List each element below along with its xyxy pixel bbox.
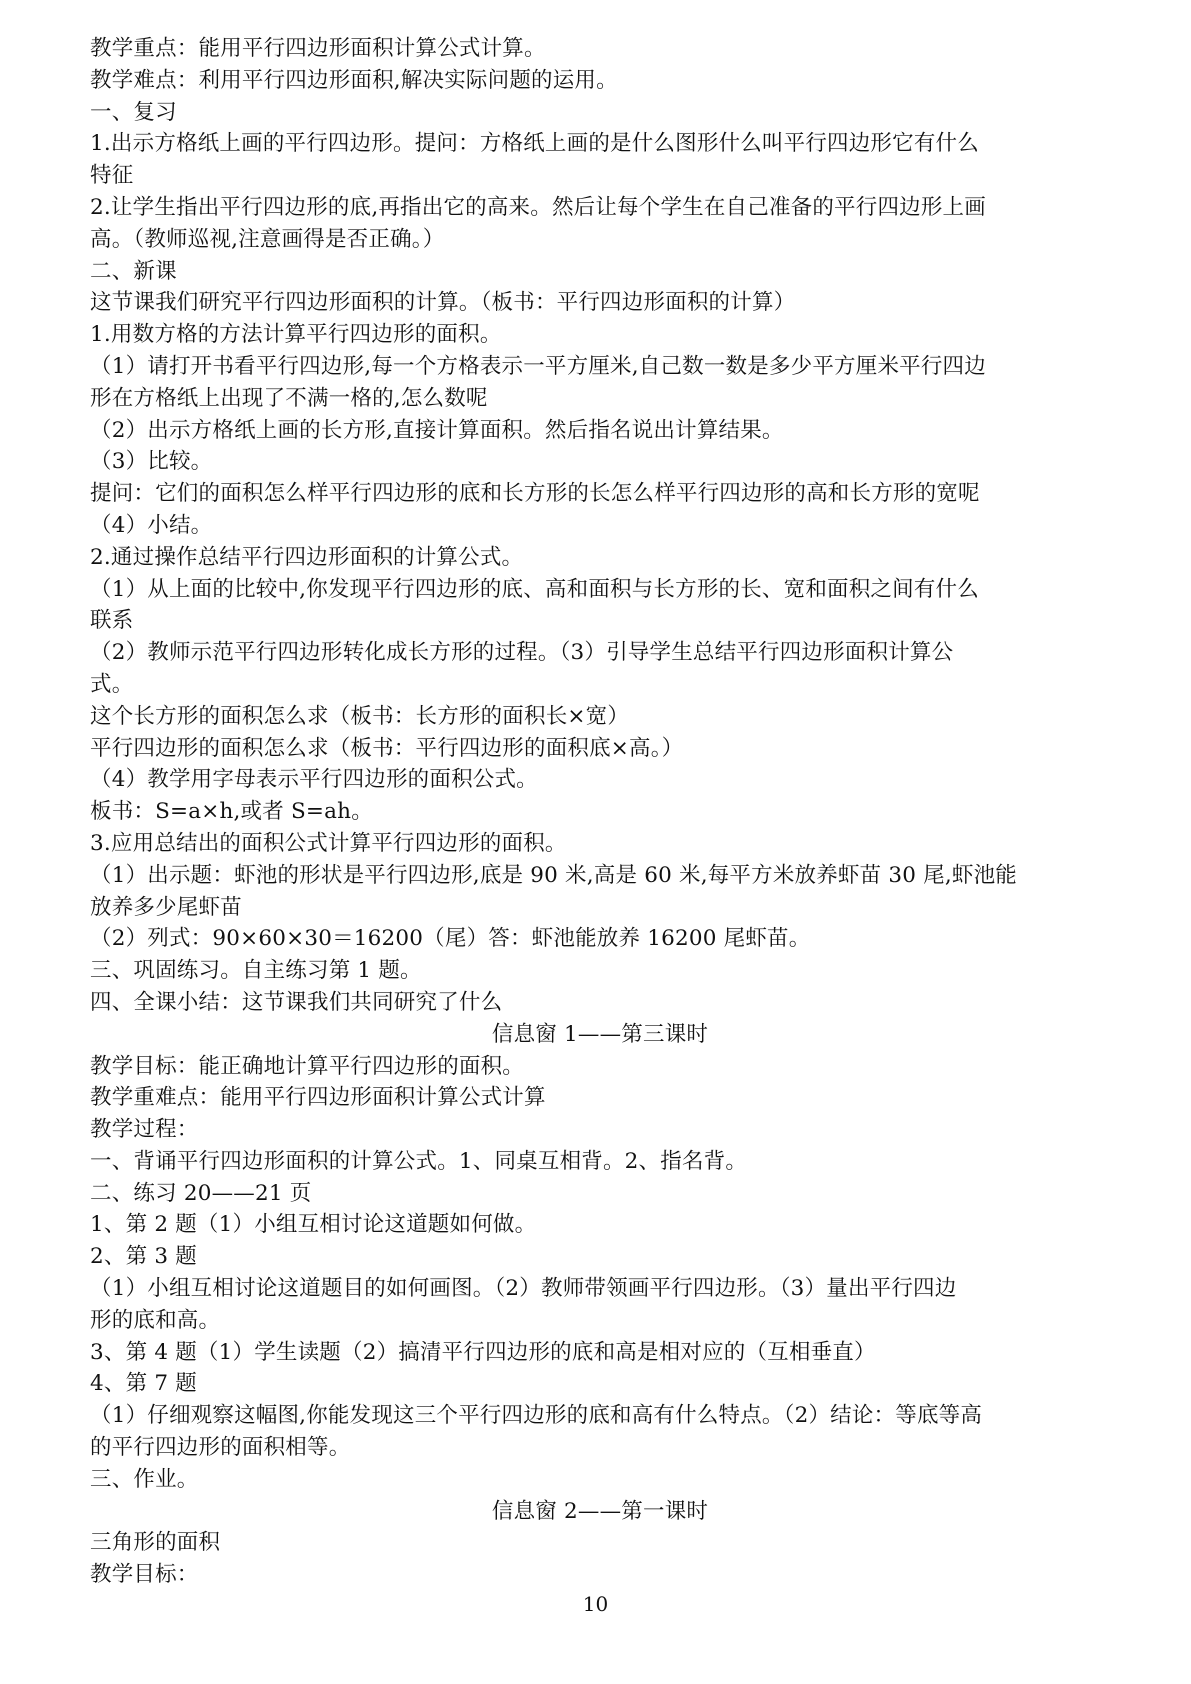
text-line: 式。 — [90, 671, 134, 697]
text-line: 3、第 4 题（1）学生读题（2）搞清平行四边形的底和高是相对应的（互相垂直） — [90, 1339, 876, 1365]
text-line: 三、巩固练习。自主练习第 1 题。 — [90, 958, 422, 984]
text-line: 平行四边形的面积怎么求（板书：平行四边形的面积底×高。） — [90, 735, 684, 761]
text-line: （1）出示题：虾池的形状是平行四边形,底是 90 米,高是 60 米,每平方米放养虾苗 30 尾,虾池能 — [90, 862, 1017, 888]
text-line: 教学过程： — [90, 1117, 199, 1143]
text-line: 4、第 7 题 — [90, 1371, 197, 1397]
text-line: 3.应用总结出的面积公式计算平行四边形的面积。 — [90, 830, 567, 856]
text-line: 三角形的面积 — [90, 1530, 221, 1556]
text-line: （1）请打开书看平行四边形,每一个方格表示一平方厘米,自己数一数是多少平方厘米平行四边 — [90, 353, 986, 379]
text-line: 形在方格纸上出现了不满一格的,怎么数呢 — [90, 385, 488, 411]
text-line: 教学目标：能正确地计算平行四边形的面积。 — [90, 1053, 525, 1079]
section-heading: 信息窗 2——第一课时 — [491, 1498, 709, 1524]
text-line: 的平行四边形的面积相等。 — [90, 1435, 351, 1461]
text-line: 这节课我们研究平行四边形面积的计算。（板书：平行四边形面积的计算） — [90, 290, 796, 316]
text-line: 教学重点：能用平行四边形面积计算公式计算。 — [90, 36, 546, 61]
text-line: 1、第 2 题（1）小组互相讨论这道题如何做。 — [90, 1212, 537, 1238]
text-line: 放养多少尾虾苗 — [90, 894, 242, 920]
text-line: 1.出示方格纸上画的平行四边形。提问：方格纸上画的是什么图形什么叫平行四边形它有什么 — [90, 131, 979, 157]
document-page — [90, 33, 1110, 1591]
text-line: 教学目标： — [90, 1562, 199, 1588]
text-line: 二、新课 — [90, 258, 177, 284]
text-line: 四、全课小结：这节课我们共同研究了什么 — [90, 989, 503, 1015]
text-line: 教学重难点：能用平行四边形面积计算公式计算 — [90, 1085, 546, 1111]
text-line: （1）从上面的比较中,你发现平行四边形的底、高和面积与长方形的长、宽和面积之间有什么 — [90, 576, 979, 602]
text-line: （3）比较。 — [90, 449, 213, 475]
text-line: 2.让学生指出平行四边形的底,再指出它的高来。然后让每个学生在自己准备的平行四边形上画 — [90, 194, 986, 220]
text-line: 提问：它们的面积怎么样平行四边形的底和长方形的长怎么样平行四边形的高和长方形的宽呢 — [90, 481, 980, 507]
text-line: （1）小组互相讨论这道题目的如何画图。（2）教师带领画平行四边形。（3）量出平行四边 — [90, 1276, 957, 1302]
text-line: 板书：S=a×h,或者 S=ah。 — [90, 799, 373, 825]
text-line: 这个长方形的面积怎么求（板书：长方形的面积长×宽） — [90, 703, 630, 729]
text-line: （4）小结。 — [90, 512, 213, 538]
text-line: 联系 — [90, 608, 134, 634]
text-line: 特征 — [90, 163, 134, 189]
text-line: （4）教学用字母表示平行四边形的面积公式。 — [90, 767, 538, 793]
text-line: （2）列式：90×60×30＝16200（尾）答：虾池能放养 16200 尾虾苗。 — [90, 926, 811, 952]
text-line: 1.用数方格的方法计算平行四边形的面积。 — [90, 322, 502, 348]
text-line: 形的底和高。 — [90, 1307, 221, 1333]
text-line: 高。（教师巡视,注意画得是否正确。） — [90, 226, 445, 252]
text-line: （1）仔细观察这幅图,你能发现这三个平行四边形的底和高有什么特点。（2）结论：等底等高 — [90, 1403, 983, 1429]
text-line: 一、复习 — [90, 99, 177, 125]
text-line: （2）出示方格纸上画的长方形,直接计算面积。然后指名说出计算结果。 — [90, 417, 784, 443]
text-line: 2、第 3 题 — [90, 1244, 197, 1270]
text-line: 2.通过操作总结平行四边形面积的计算公式。 — [90, 544, 524, 570]
text-line: 二、练习 20——21 页 — [90, 1180, 312, 1206]
section-heading: 信息窗 1——第三课时 — [491, 1021, 709, 1047]
text-line: 一、背诵平行四边形面积的计算公式。1、同桌互相背。2、指名背。 — [90, 1148, 748, 1174]
text-line: （2）教师示范平行四边形转化成长方形的过程。（3）引导学生总结平行四边形面积计算公 — [90, 640, 954, 666]
text-line: 教学难点：利用平行四边形面积,解决实际问题的运用。 — [90, 67, 618, 93]
page-number: 10 — [582, 1592, 609, 1616]
text-line: 三、作业。 — [90, 1466, 199, 1492]
